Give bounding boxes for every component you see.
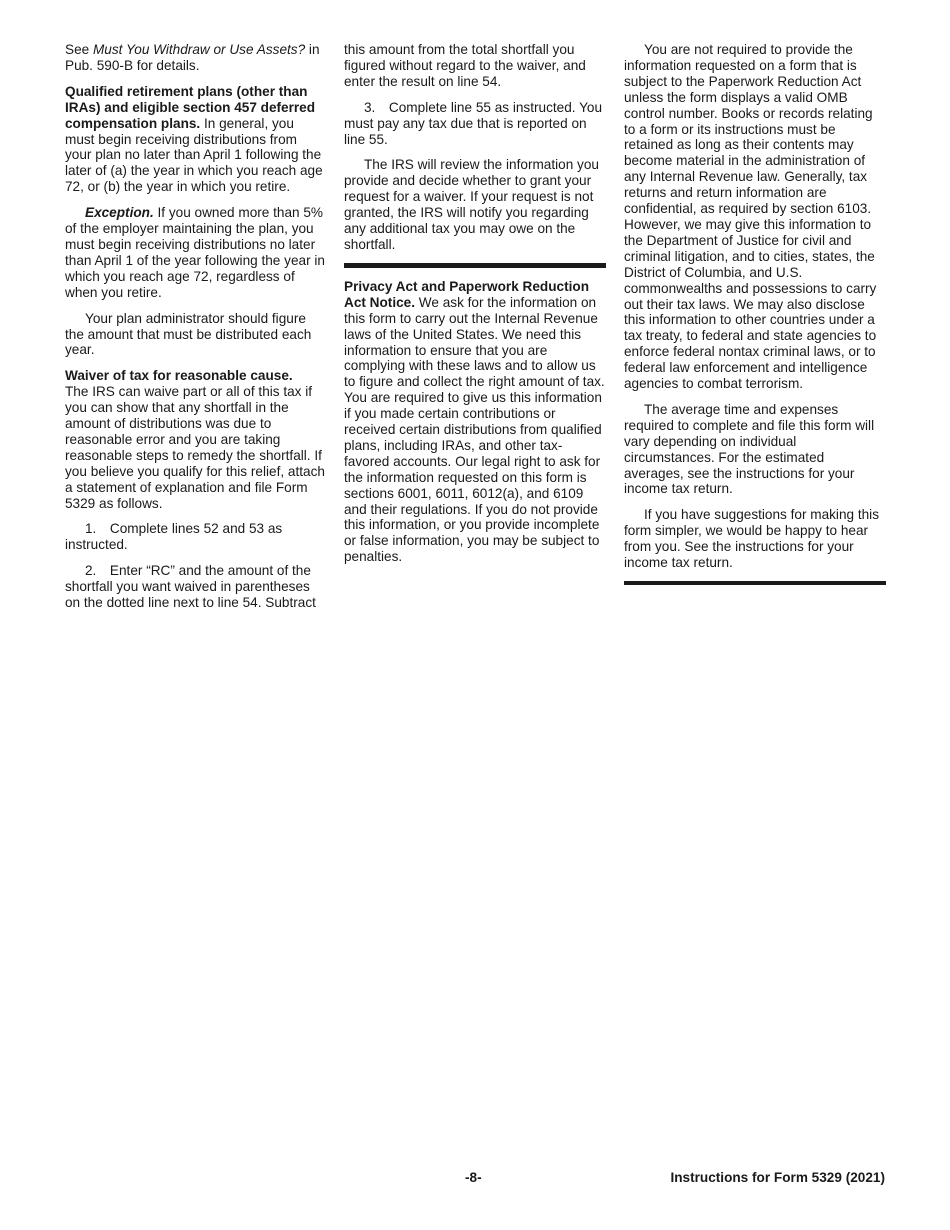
paperwork-reduction-paragraph: You are not required to provide the information requested on a form that is subject to the Paperwork Reduction Act unless the form displays a valid OMB control number. Books or records relating to a form or its instructions must be retained as long as their contents may become material in the administration of any Internal Revenue law. Generally, tax returns and return information are confidential, as required by section 6103. However, we may give this information to the Department of Justice for civil and criminal litigation, and to cities, states, the District of Columbia, and U.S. commonwealths and possessions to carry out their tax laws. We may also disclose this information to other countries under a tax treaty, to federal and state agencies to enforce federal nontax criminal laws, or to federal law enforcement and intelligence agencies to combat terrorism. [624,42,877,392]
column-2 [344,42,606,575]
column-1 [65,42,327,621]
section-divider [344,263,606,268]
qualified-plans-heading: Qualified retirement plans (other than IRAs) and eligible section 457 deferred compensation plans. [65,83,316,131]
waiver-step-1: 1. Complete lines 52 and 53 as instructed. [65,521,283,553]
footer-title: Instructions for Form 5329 (2021) [670,1170,885,1185]
end-divider [624,581,886,585]
average-time-paragraph: The average time and expenses required to complete and file this form will vary depending on individual circumstances. For the estimated averages, see the instructions for your income tax return. [624,401,875,497]
irs-review-paragraph: The IRS will review the information you provide and decide whether to grant your request for a waiver. If your request is not granted, the IRS will notify you regarding any additional tax you may owe on the shortfall. [344,157,599,252]
pub-reference-paragraph: See Must You Withdraw or Use Assets? in Pub. 590-B for details. [65,42,320,73]
waiver-paragraph: Waiver of tax for reasonable cause. The IRS can waive part or all of this tax if you can show that any shortfall in the amount of distributions was due to reasonable error and you are taking reasonable steps to remedy the shortfall. If you believe you qualify for this relief, attach a statement of explanation and file Form 5329 as follows. [65,368,325,511]
waiver-step-2: 2. Enter “RC” and the amount of the shortfall you want waived in parentheses on the dotted line next to line 54. Subtract [65,563,316,611]
qualified-plans-paragraph: Qualified retirement plans (other than IRAs) and eligible section 457 deferred compensation plans. In general, you must begin receiving distributions from your plan no later than April 1 following the later of (a) the year in which you reach age 72, or (b) the year in which you retire. [65,83,323,195]
pub-reference-title: Must You Withdraw or Use Assets? [92,42,306,57]
page-number: -8- [465,1170,482,1185]
exception-heading: Exception. [85,205,154,221]
suggestions-paragraph: If you have suggestions for making this form simpler, we would be happy to hear from you. See the instructions for your income tax return. [624,507,879,571]
waiver-step-2-continued: this amount from the total shortfall you figured without regard to the waiver, and enter the result on line 54. [344,42,586,89]
waiver-step-3: 3. Complete line 55 as instructed. You must pay any tax due that is reported on line 55. [344,99,603,147]
privacy-act-heading: Privacy Act and Paperwork Reduction Act Notice. [344,278,590,310]
exception-paragraph: Exception. If you owned more than 5% of the employer maintaining the plan, you must begin receiving distributions no later than April 1 of the year following the year in which you reach age 72, regardless of when you retire. [65,205,325,300]
privacy-act-paragraph: Privacy Act and Paperwork Reduction Act Notice. We ask for the information on this form to carry out the Internal Revenue laws of the United States. We need this information to ensure that you are complying with these laws and to allow us to figure and collect the right amount of tax. You are required to give us this information if you made certain contributions or received certain distributions from qualified plans, including IRAs, and other tax-favored accounts. Our legal right to ask for the information requested on this form is sections 6001, 6011, 6012(a), and 6109 and their regulations. If you do not provide this information, or you provide incomplete or false information, you may be subject to penalties. [344,278,605,565]
waiver-heading: Waiver of tax for reasonable cause. [65,368,293,384]
plan-administrator-paragraph: Your plan administrator should figure the amount that must be distributed each year. [65,310,312,358]
column-3 [624,42,886,585]
